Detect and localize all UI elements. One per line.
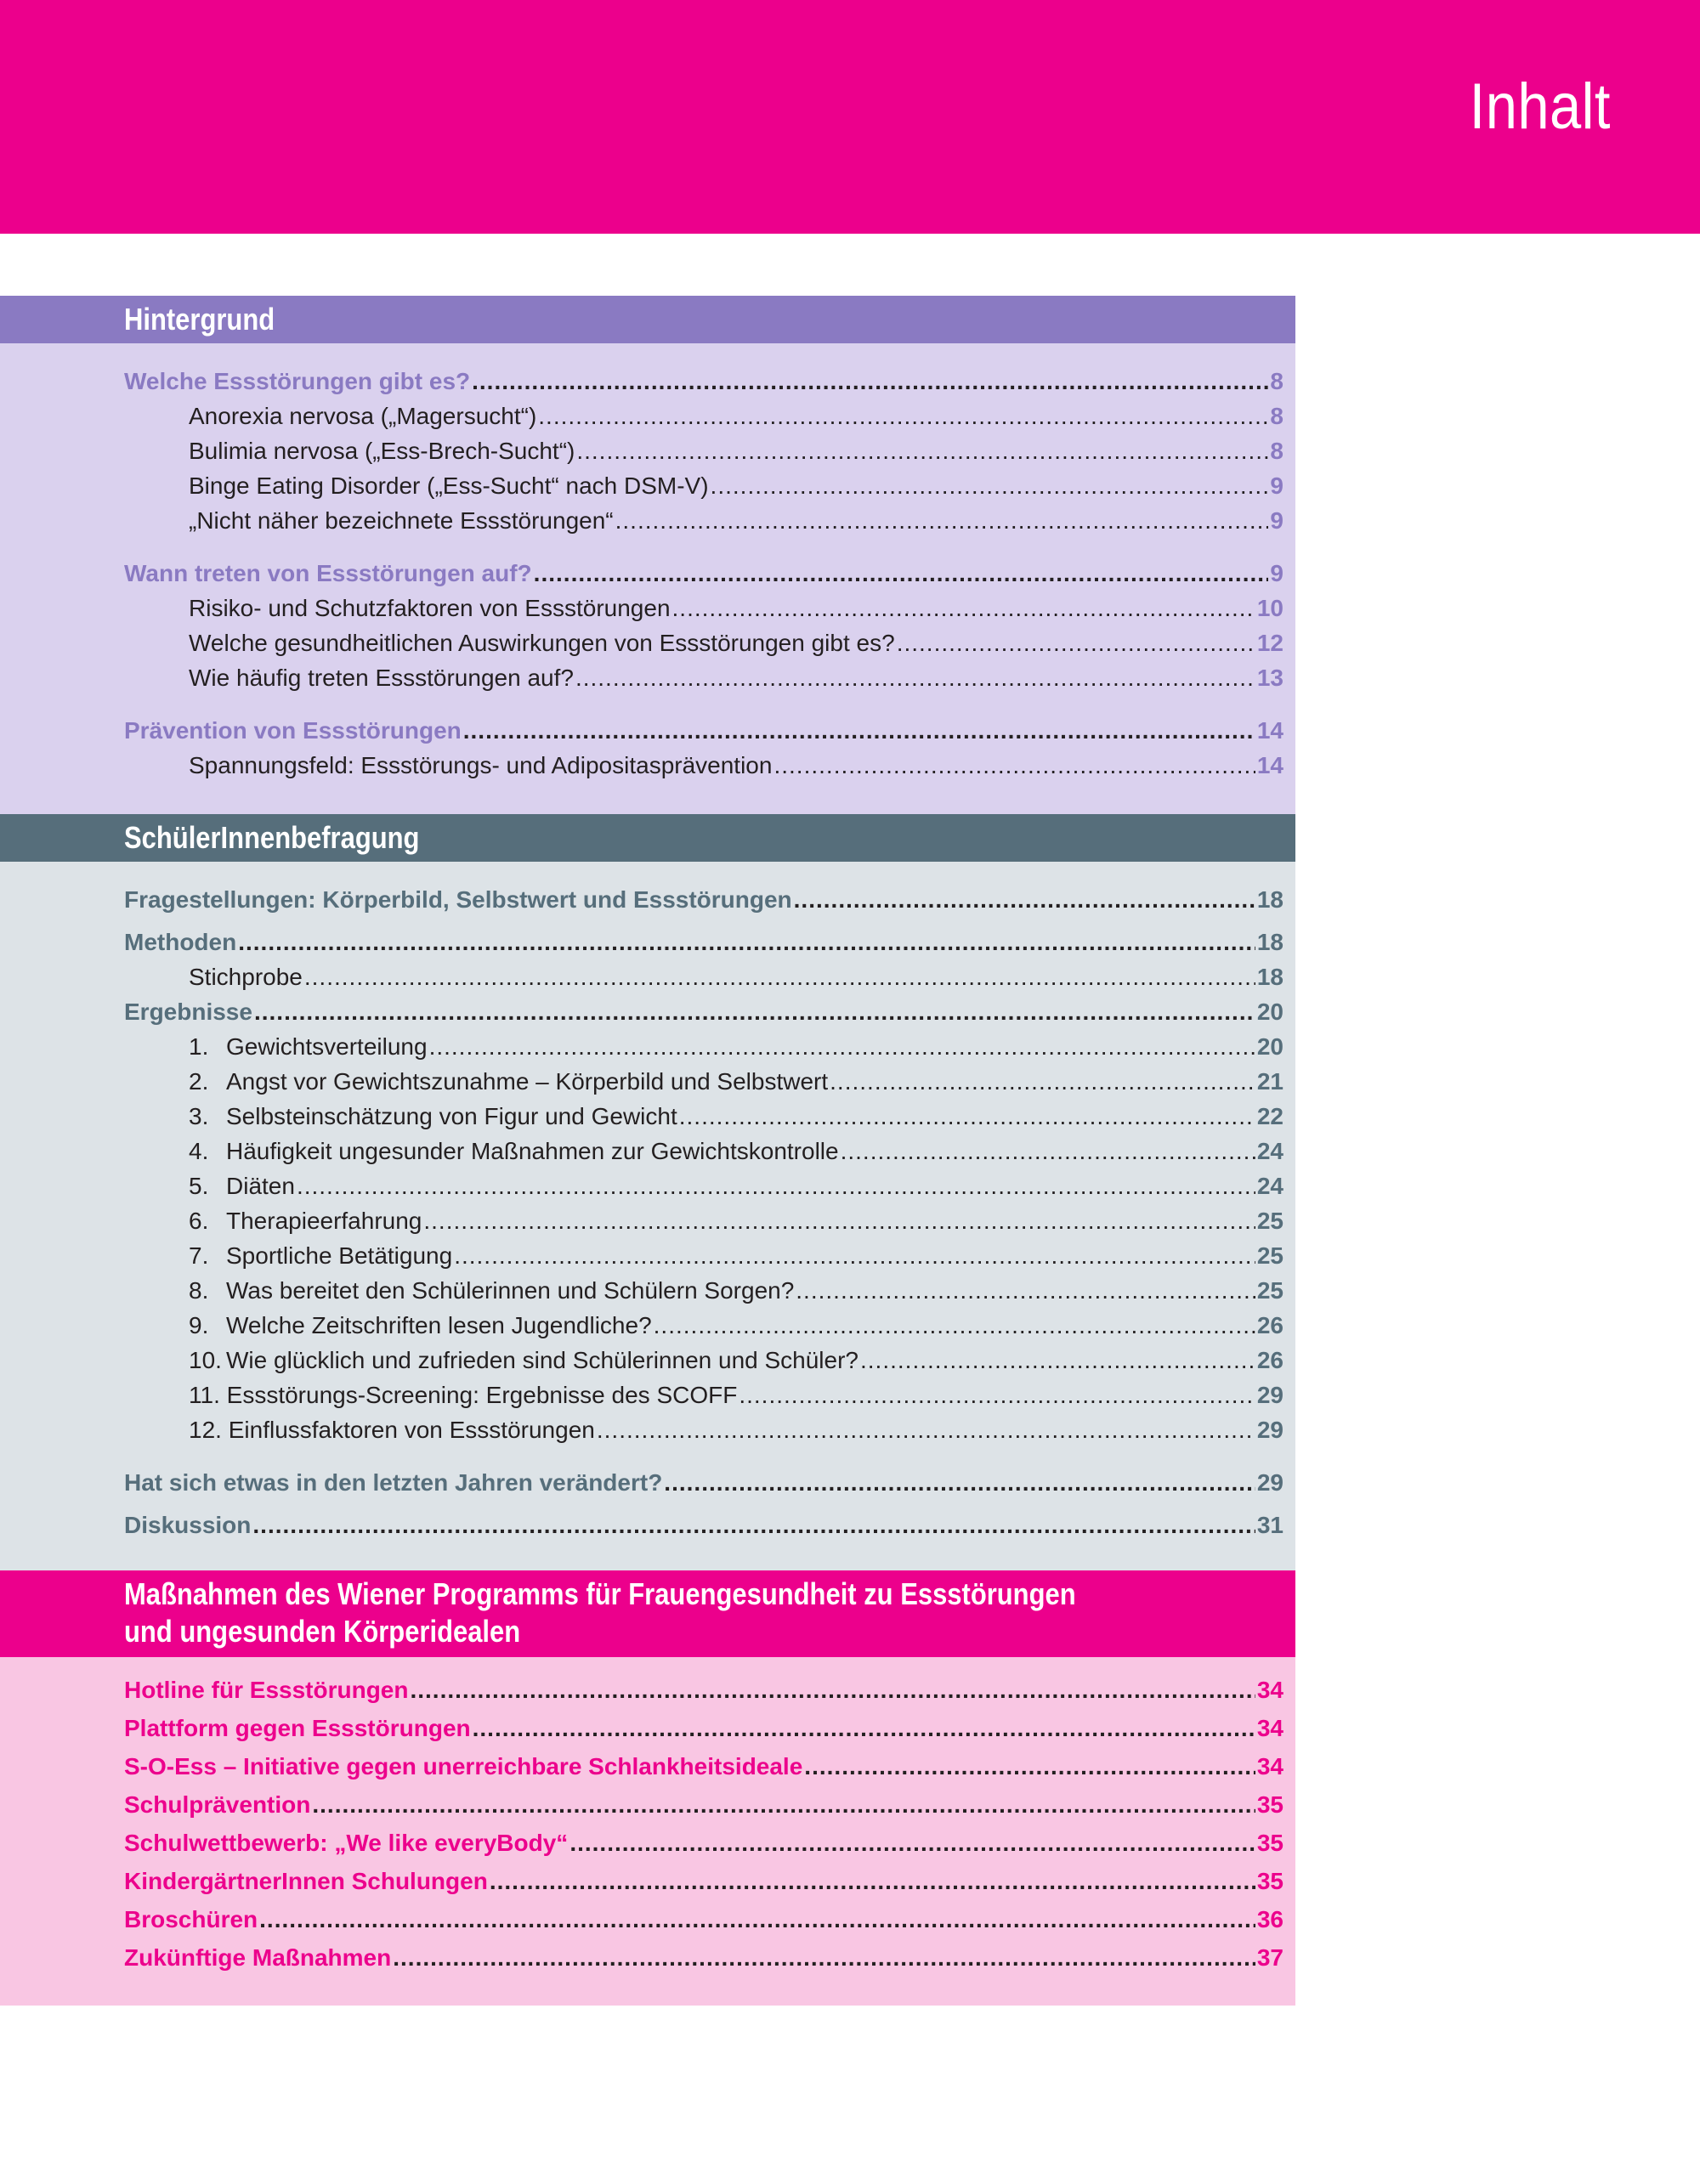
- toc-entry-title: [189, 1276, 794, 1305]
- toc-entry-page: 35: [1256, 1868, 1284, 1894]
- section-heading-line-2: und ungesunden Körperidealen: [124, 1614, 521, 1649]
- toc-entry-text: Essstörungs-Screening: Ergebnisse des SCOFF: [226, 1382, 738, 1408]
- toc-entry-page: 21: [1256, 1068, 1284, 1095]
- toc-entry[interactable]: [189, 1236, 1284, 1270]
- toc-entry-title: Hotline für Essstörungen: [124, 1677, 409, 1703]
- toc-entry-text: Häufigkeit ungesunder Maßnahmen zur Gewichtskontrolle: [226, 1138, 839, 1164]
- dot-leader: [804, 1752, 1255, 1781]
- toc-entry-text: Wie glücklich und zufrieden sind Schülerinnen und Schüler?: [226, 1347, 858, 1373]
- toc-entry-text: Welche Zeitschriften lesen Jugendliche?: [226, 1312, 652, 1338]
- toc-entry-text: Angst vor Gewichtszunahme – Körperbild und Selbstwert: [226, 1068, 829, 1095]
- toc-entry-number: 10.: [189, 1347, 222, 1373]
- toc-entry-title: Spannungsfeld: Essstörungs- und Adipositasprävention: [189, 752, 773, 778]
- toc-entry[interactable]: [189, 1411, 1284, 1445]
- toc-entry-page: 8: [1270, 438, 1284, 464]
- toc-entry-number: 6.: [189, 1208, 209, 1234]
- toc-entry-number: 9.: [189, 1312, 209, 1338]
- toc-entry-page: 31: [1256, 1512, 1284, 1538]
- toc-entry-page: 20: [1256, 1033, 1284, 1060]
- toc-entry-page: 34: [1256, 1715, 1284, 1741]
- toc-entry-title: Plattform gegen Essstörungen: [124, 1715, 471, 1741]
- toc-entry[interactable]: [124, 1506, 1284, 1540]
- toc-entry-title: Zukünftige Maßnahmen: [124, 1944, 392, 1971]
- toc-entry-number: 7.: [189, 1242, 209, 1269]
- toc-entry[interactable]: [124, 1824, 1284, 1858]
- toc-entry[interactable]: [189, 1062, 1284, 1096]
- toc-entry-page: 8: [1270, 403, 1284, 429]
- toc-entry-number: 8.: [189, 1277, 209, 1304]
- dot-leader: [254, 998, 1255, 1027]
- toc-entry[interactable]: [189, 1306, 1284, 1340]
- toc-entry-title: [189, 1381, 737, 1410]
- toc-entry-page: 26: [1256, 1312, 1284, 1338]
- dot-leader: [664, 1468, 1255, 1497]
- toc-entry-page: 34: [1256, 1753, 1284, 1779]
- toc-entry-page: 13: [1256, 665, 1284, 691]
- toc-entry[interactable]: [189, 467, 1284, 501]
- toc-entry[interactable]: [189, 1097, 1284, 1131]
- toc-entry-title: Wann treten von Essstörungen auf?: [124, 560, 532, 586]
- toc-entry-title: Bulimia nervosa („Ess-Brech-Sucht“): [189, 438, 575, 464]
- toc-entry-title: Schulprävention: [124, 1791, 311, 1818]
- section-heading-bar: [0, 296, 1295, 343]
- toc-entry-page: 36: [1256, 1906, 1284, 1932]
- toc-entry-page: 25: [1256, 1242, 1284, 1269]
- dot-leader: [490, 1867, 1255, 1896]
- toc-entry-page: 22: [1256, 1103, 1284, 1129]
- section-body: [0, 1657, 1295, 2006]
- toc-entry-page: 25: [1256, 1277, 1284, 1304]
- toc-entry-title: [189, 1033, 428, 1061]
- dot-leader: [897, 629, 1255, 658]
- dot-leader: [841, 1137, 1255, 1166]
- section-heading-bar: [0, 814, 1295, 862]
- dot-leader: [423, 1207, 1255, 1236]
- section-heading-bar: [0, 1570, 1295, 1657]
- dot-leader: [429, 1033, 1255, 1061]
- toc-entry[interactable]: [124, 1785, 1284, 1819]
- toc-entry-page: 24: [1256, 1173, 1284, 1199]
- toc-entry[interactable]: [124, 1671, 1284, 1705]
- toc-entry-page: 14: [1256, 717, 1284, 744]
- toc-entry[interactable]: [124, 711, 1284, 745]
- section-body: [0, 862, 1295, 1570]
- dot-leader: [830, 1067, 1255, 1096]
- toc-entry[interactable]: [189, 501, 1284, 535]
- toc-entry-text: Einflussfaktoren von Essstörungen: [228, 1417, 595, 1443]
- toc-entry-title: Binge Eating Disorder („Ess-Sucht“ nach DSM-V): [189, 472, 709, 499]
- toc-entry[interactable]: [189, 397, 1284, 431]
- toc-entry-title: Risiko- und Schutzfaktoren von Essstörungen: [189, 595, 671, 621]
- toc-entry-text: Therapieerfahrung: [226, 1208, 422, 1234]
- toc-entry-title: S-O-Ess – Initiative gegen unerreichbare Schlankheitsideale: [124, 1753, 803, 1779]
- toc-entry[interactable]: [124, 362, 1284, 396]
- header-banner: [0, 0, 1700, 234]
- toc-entry[interactable]: [189, 1341, 1284, 1375]
- toc-entry-number: 1.: [189, 1033, 209, 1060]
- dot-leader: [259, 1905, 1255, 1934]
- toc-entry[interactable]: [189, 659, 1284, 693]
- dot-leader: [570, 1829, 1255, 1858]
- section-heading-line-1: Maßnahmen des Wiener Programms für Frauengesundheit zu Essstörungen: [124, 1576, 1076, 1611]
- toc-entry-title: [189, 1137, 839, 1166]
- toc-entry-title: [189, 1207, 422, 1236]
- toc-entry-page: 35: [1256, 1791, 1284, 1818]
- toc-entry-number: 3.: [189, 1103, 209, 1129]
- toc-entry-title: Anorexia nervosa („Magersucht“): [189, 403, 537, 429]
- toc-entry[interactable]: [189, 958, 1284, 992]
- toc-entry-page: 18: [1256, 964, 1284, 990]
- dot-leader: [297, 1172, 1255, 1201]
- toc-entry-title: „Nicht näher bezeichnete Essstörungen“: [189, 507, 614, 534]
- section-body: [0, 343, 1295, 814]
- dot-leader: [679, 1102, 1255, 1131]
- toc-entry[interactable]: [124, 554, 1284, 588]
- toc-entry-title: [189, 1416, 595, 1445]
- dot-leader: [472, 367, 1268, 396]
- dot-leader: [534, 559, 1269, 588]
- toc-entry[interactable]: [124, 993, 1284, 1027]
- dot-leader: [739, 1381, 1255, 1410]
- toc-entry-title: Hat sich etwas in den letzten Jahren verändert?: [124, 1469, 663, 1496]
- toc-entry-page: 12: [1256, 630, 1284, 656]
- toc-entry[interactable]: [124, 1709, 1284, 1743]
- dot-leader: [575, 664, 1255, 693]
- dot-leader: [238, 928, 1255, 957]
- toc-entry-page: 14: [1256, 752, 1284, 778]
- toc-entry[interactable]: [124, 1747, 1284, 1781]
- toc-entry-text: Gewichtsverteilung: [226, 1033, 428, 1060]
- toc-entry-number: 4.: [189, 1138, 209, 1164]
- toc-entry-number: 5.: [189, 1173, 209, 1199]
- toc-entry-title: Schulwettbewerb: „We like everyBody“: [124, 1830, 569, 1856]
- toc-entry-number: 11.: [189, 1382, 220, 1408]
- toc-entry-page: 10: [1256, 595, 1284, 621]
- dot-leader: [774, 751, 1255, 780]
- dot-leader: [654, 1311, 1255, 1340]
- toc-entry-title: Wie häufig treten Essstörungen auf?: [189, 665, 574, 691]
- dot-leader: [463, 716, 1255, 745]
- toc-entry-page: 18: [1256, 929, 1284, 955]
- dot-leader: [597, 1416, 1255, 1445]
- dot-leader: [473, 1714, 1255, 1743]
- toc-entry-page: 20: [1256, 999, 1284, 1025]
- dot-leader: [304, 963, 1255, 992]
- section-heading: SchülerInnenbefragung: [124, 820, 420, 855]
- toc-entry-page: 8: [1270, 368, 1284, 394]
- toc-entry-title: Fragestellungen: Körperbild, Selbstwert und Essstörungen: [124, 886, 792, 913]
- toc-entry[interactable]: [189, 1027, 1284, 1061]
- dot-leader: [615, 506, 1269, 535]
- toc-entry[interactable]: [124, 1463, 1284, 1497]
- toc-entry-page: 9: [1270, 472, 1284, 499]
- toc-entry[interactable]: [189, 1167, 1284, 1201]
- toc-entry-text: Diäten: [226, 1173, 295, 1199]
- toc-entry-title: Methoden: [124, 929, 237, 955]
- dot-leader: [538, 402, 1268, 431]
- toc-entry[interactable]: [189, 589, 1284, 623]
- dot-leader: [860, 1346, 1255, 1375]
- toc-entry-page: 29: [1256, 1417, 1284, 1443]
- dot-leader: [711, 472, 1269, 501]
- toc-entry-page: 9: [1270, 560, 1284, 586]
- toc-entry[interactable]: [124, 923, 1284, 957]
- toc-entry-title: Welche Essstörungen gibt es?: [124, 368, 471, 394]
- toc-entry-page: 9: [1270, 507, 1284, 534]
- toc-entry-text: Was bereitet den Schülerinnen und Schülern Sorgen?: [226, 1277, 795, 1304]
- dot-leader: [576, 437, 1268, 466]
- toc-entry-title: Stichprobe: [189, 964, 303, 990]
- dot-leader: [312, 1791, 1255, 1819]
- toc-entry-number: 2.: [189, 1068, 209, 1095]
- dot-leader: [796, 1276, 1255, 1305]
- dot-leader: [410, 1676, 1255, 1705]
- toc-entry-title: [189, 1067, 828, 1096]
- toc-entry[interactable]: [124, 1900, 1284, 1934]
- toc-entry-title: [189, 1102, 677, 1131]
- toc-entry[interactable]: [189, 1376, 1284, 1410]
- page-title: Inhalt: [1469, 71, 1611, 143]
- toc-entry-page: 24: [1256, 1138, 1284, 1164]
- toc-entry-title: Ergebnisse: [124, 999, 252, 1025]
- toc-entry-title: Welche gesundheitlichen Auswirkungen von Essstörungen gibt es?: [189, 630, 895, 656]
- dot-leader: [252, 1511, 1255, 1540]
- toc-entry[interactable]: [189, 1202, 1284, 1236]
- toc-entry-title: KindergärtnerInnen Schulungen: [124, 1868, 488, 1894]
- toc-entry[interactable]: [189, 624, 1284, 658]
- dot-leader: [393, 1944, 1255, 1972]
- toc-entry-page: 25: [1256, 1208, 1284, 1234]
- toc-entry-text: Selbsteinschätzung von Figur und Gewicht: [226, 1103, 677, 1129]
- toc-entry-page: 37: [1256, 1944, 1284, 1971]
- dot-leader: [794, 885, 1255, 914]
- dot-leader: [454, 1242, 1255, 1270]
- toc-entry-title: [189, 1172, 295, 1201]
- toc-entry-page: 26: [1256, 1347, 1284, 1373]
- toc-entry[interactable]: [189, 1271, 1284, 1305]
- toc-entry-title: Broschüren: [124, 1906, 258, 1932]
- toc-entry-page: 35: [1256, 1830, 1284, 1856]
- toc-entry[interactable]: [189, 1132, 1284, 1166]
- toc-entry-page: 29: [1256, 1382, 1284, 1408]
- toc-entry-page: 34: [1256, 1677, 1284, 1703]
- toc-entry-page: 29: [1256, 1469, 1284, 1496]
- toc-entry[interactable]: [124, 1862, 1284, 1896]
- toc-entry-title: [189, 1242, 452, 1270]
- toc-entry-title: [189, 1311, 652, 1340]
- toc-entry[interactable]: [124, 1938, 1284, 1972]
- toc-entry-text: Sportliche Betätigung: [226, 1242, 453, 1269]
- toc-entry[interactable]: [189, 746, 1284, 780]
- section-heading: Hintergrund: [124, 302, 275, 337]
- toc-entry-title: Diskussion: [124, 1512, 252, 1538]
- toc-entry[interactable]: [124, 880, 1284, 914]
- toc-entry-title: Prävention von Essstörungen: [124, 717, 462, 744]
- toc-entry-title: [189, 1346, 858, 1375]
- toc-entry-number: 12.: [189, 1417, 222, 1443]
- toc-entry[interactable]: [189, 432, 1284, 466]
- toc-entry-page: 18: [1256, 886, 1284, 913]
- dot-leader: [672, 594, 1255, 623]
